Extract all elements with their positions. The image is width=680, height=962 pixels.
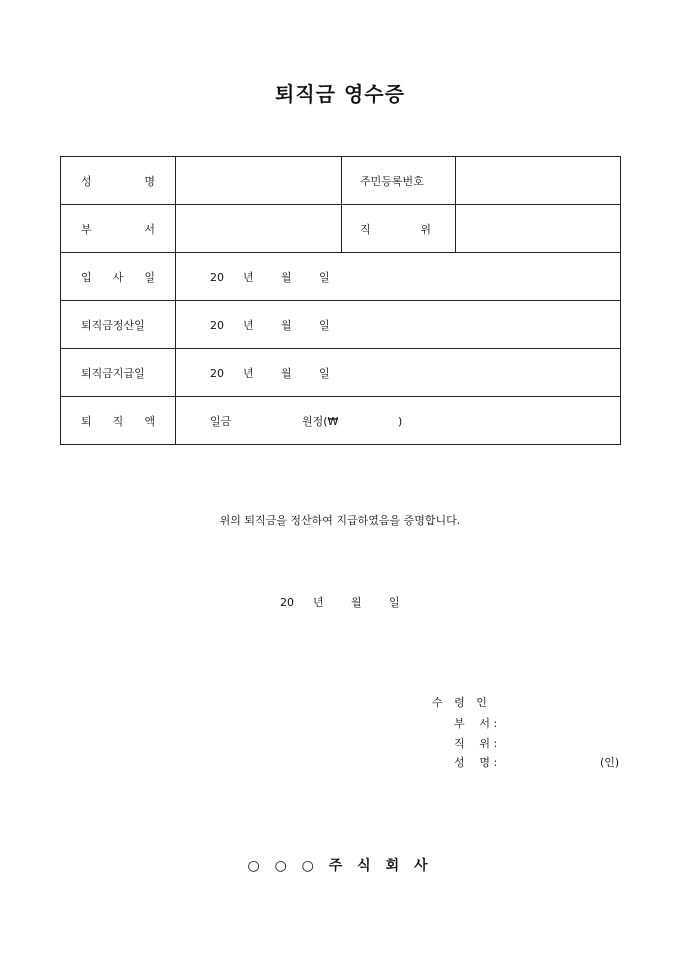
receiver-department-label [454, 715, 490, 731]
pay-day-unit: 일 [319, 366, 330, 380]
document-title: 퇴직금 영수증 [275, 82, 405, 106]
table-row [61, 349, 621, 397]
table-row [61, 397, 621, 445]
name-label-char: 명 [144, 174, 155, 188]
settlement-date-label-cell [61, 301, 176, 349]
table-row [61, 205, 621, 253]
join-day-unit: 일 [319, 270, 330, 284]
department-label-char: 부 [81, 222, 92, 236]
receiver-name-label [454, 754, 490, 770]
resident-number-field[interactable] [456, 157, 621, 205]
join-year-unit: 년 [243, 270, 254, 284]
receiver-heading: 수 령 인 [432, 696, 491, 709]
amount-prefix: 일금 [210, 414, 232, 428]
receiver-colon: : [493, 717, 498, 730]
department-field[interactable] [176, 205, 342, 253]
join-date-label-cell [61, 253, 176, 301]
settle-year-unit: 년 [243, 318, 254, 332]
name-label-cell [61, 157, 176, 205]
receiver-label-char: 명 [479, 756, 490, 769]
receiver-label-char: 성 [454, 756, 465, 769]
join-date-label-char: 일 [144, 270, 155, 284]
sign-year-unit: 년 [313, 596, 324, 609]
join-year: 20 [210, 270, 224, 284]
amount-label-cell [61, 397, 176, 445]
payment-date-label-cell [61, 349, 176, 397]
amount-label-char: 퇴 [81, 414, 92, 428]
name-label-char: 성 [81, 174, 92, 188]
department-label-char: 서 [144, 222, 155, 236]
pay-year-unit: 년 [243, 366, 254, 380]
amount-close: ) [398, 414, 403, 428]
receiver-label-char: 서 [479, 717, 490, 730]
amount-label-char: 액 [144, 414, 155, 428]
receiver-label-char: 부 [454, 717, 465, 730]
receiver-position-line [454, 735, 497, 751]
table-row [61, 157, 621, 205]
amount-won: 원정(₩ [302, 414, 339, 428]
payment-date-field[interactable] [176, 349, 621, 397]
join-date-label-char: 입 [81, 270, 92, 284]
receiver-position-label [454, 735, 490, 751]
certification-statement: 위의 퇴직금을 정산하여 지급하였음을 증명합니다. [219, 514, 461, 527]
amount-field[interactable] [176, 397, 621, 445]
join-date-label-char: 사 [112, 270, 124, 284]
receiver-name-line [454, 754, 497, 770]
sign-day-unit: 일 [389, 596, 400, 609]
pay-month-unit: 월 [281, 366, 292, 380]
department-label-cell [61, 205, 176, 253]
receiver-label-char: 직 [454, 737, 465, 750]
settle-day-unit: 일 [319, 318, 330, 332]
position-field[interactable] [456, 205, 621, 253]
table-row [61, 253, 621, 301]
position-label-cell [342, 205, 456, 253]
payment-date-label: 퇴직금지급일 [81, 366, 145, 380]
receiver-colon: : [493, 756, 498, 769]
pay-year: 20 [210, 366, 224, 380]
name-field[interactable] [176, 157, 342, 205]
table-row [61, 301, 621, 349]
receiver-label-char: 위 [479, 737, 490, 750]
position-label-char: 위 [420, 222, 431, 236]
sign-month-unit: 월 [351, 596, 362, 609]
settle-month-unit: 월 [281, 318, 292, 332]
retirement-receipt-table [60, 156, 621, 445]
receiver-department-line [454, 715, 497, 731]
settlement-date-label: 퇴직금정산일 [81, 318, 145, 332]
join-date-field[interactable] [176, 253, 621, 301]
receiver-colon: : [493, 737, 498, 750]
position-label-char: 직 [360, 222, 371, 236]
settlement-date-field[interactable] [176, 301, 621, 349]
resident-number-label: 주민등록번호 [360, 174, 424, 188]
join-month-unit: 월 [281, 270, 292, 284]
settle-year: 20 [210, 318, 224, 332]
amount-label-char: 직 [112, 414, 124, 428]
sign-year: 20 [280, 596, 294, 609]
seal-mark: (인) [600, 756, 620, 769]
company-name: ○ ○ ○ 주 식 회 사 [247, 858, 433, 874]
resident-number-label-cell [342, 157, 456, 205]
signature-date [280, 594, 400, 610]
